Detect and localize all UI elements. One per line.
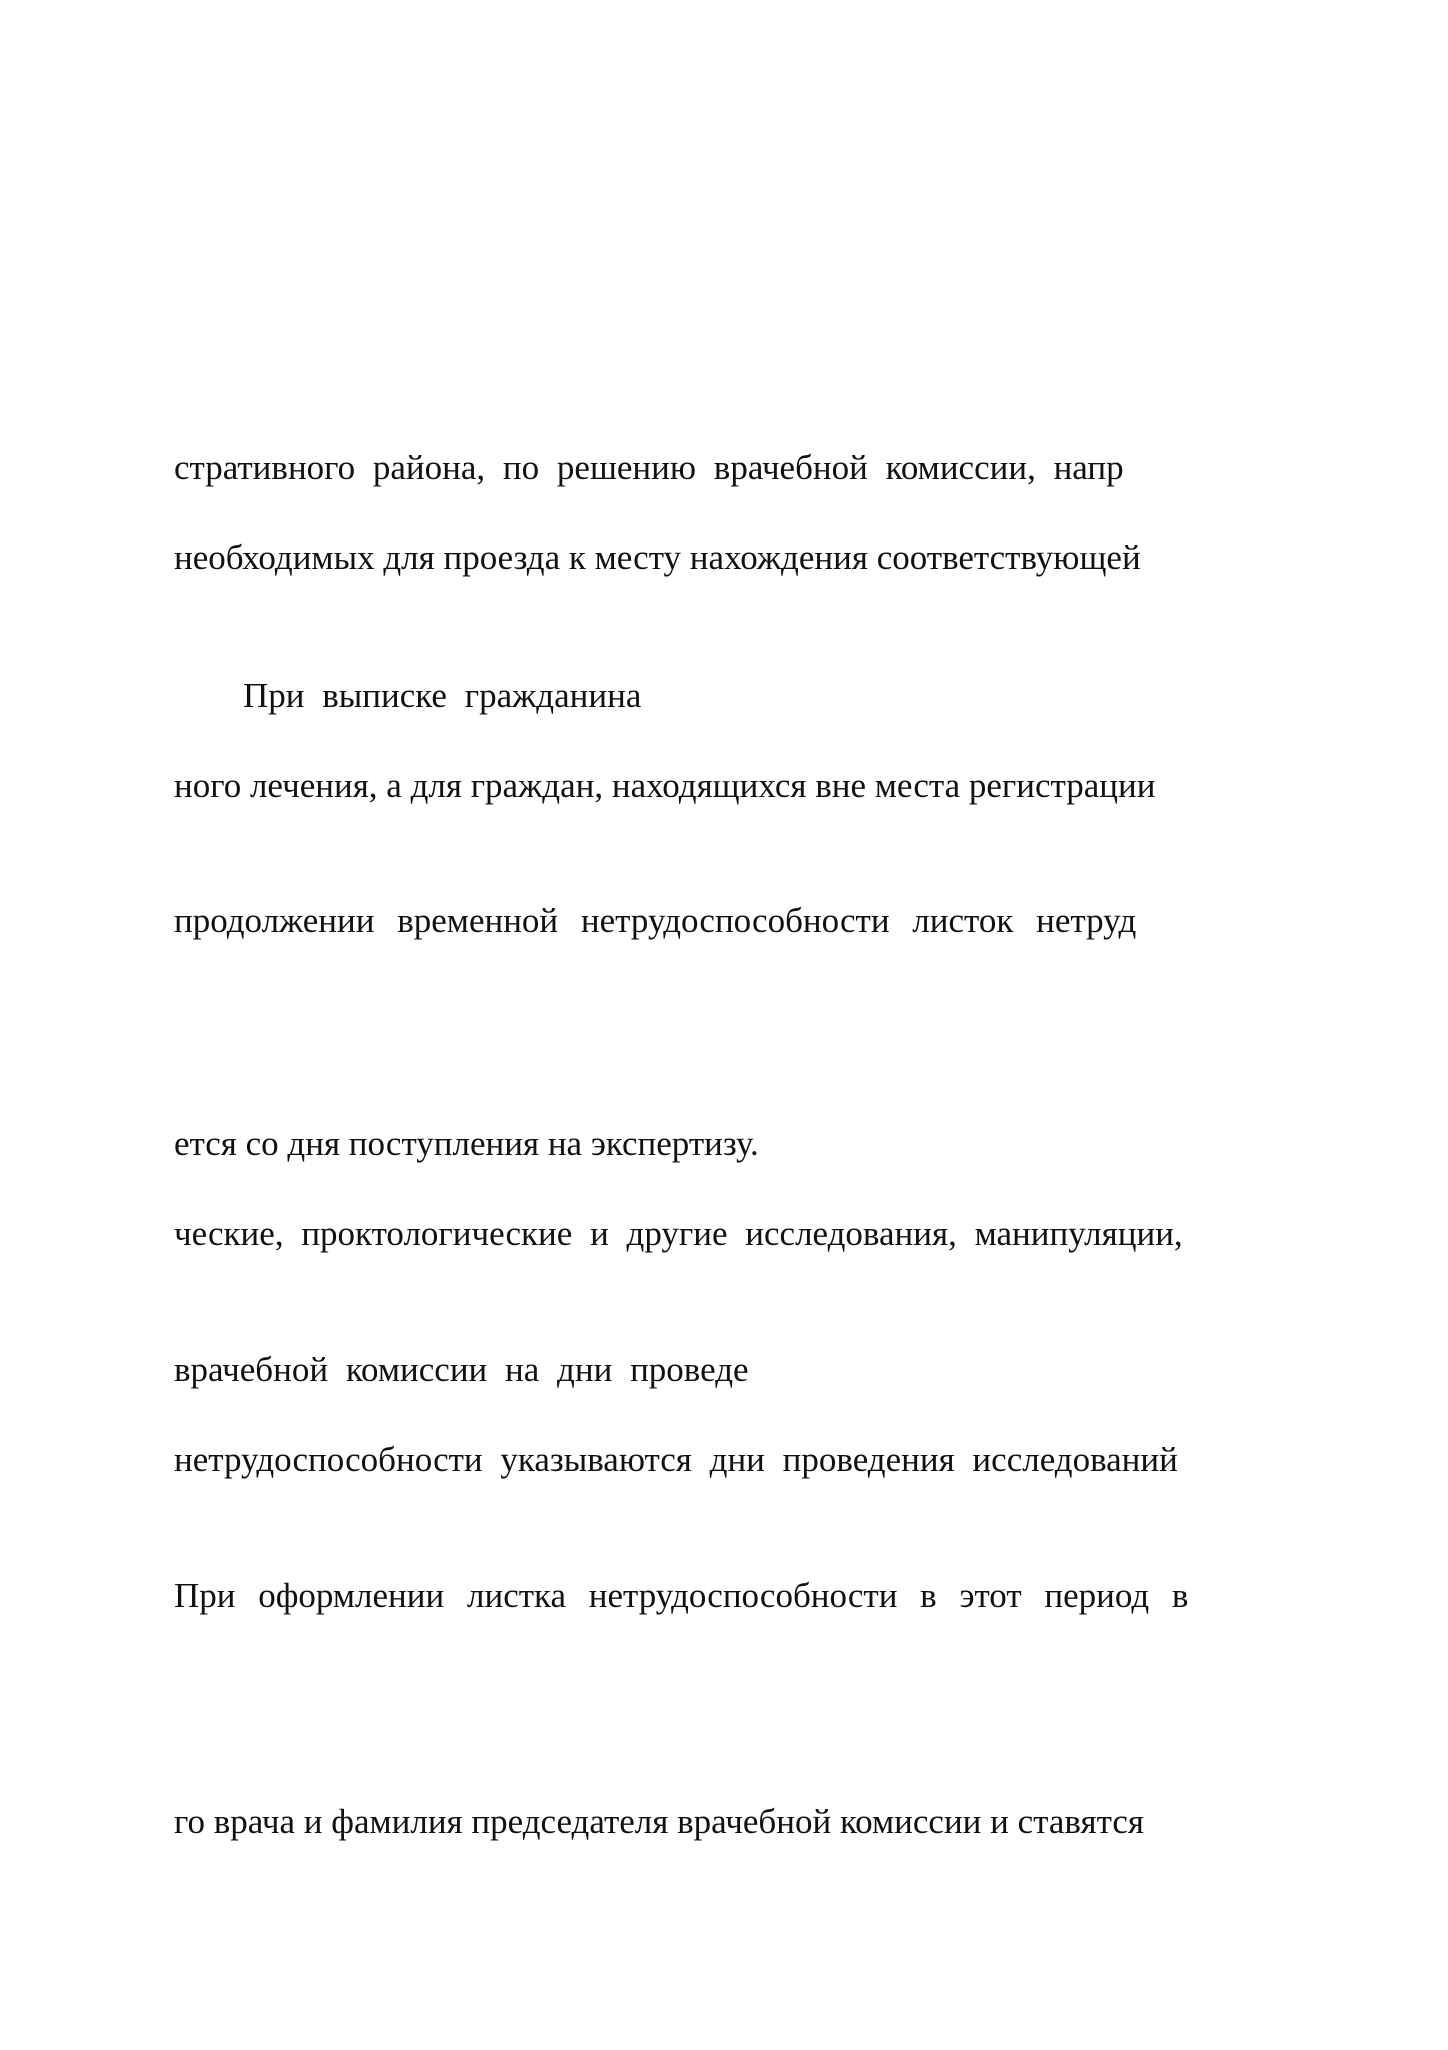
text-line: нетрудоспособности указываются дни проведения исследований — [174, 1440, 1178, 1479]
text-line: врачебной комиссии на дни проведе — [174, 1350, 749, 1389]
text-line: продолжении временной нетрудоспособности листок нетруд — [174, 901, 1137, 940]
text-line: ется со дня поступления на экспертизу. — [174, 1124, 759, 1163]
text-line: ческие, проктологические и другие исследования, манипуляции, — [174, 1214, 1183, 1253]
text-line: ного лечения, а для граждан, находящихся вне места регистрации — [174, 766, 1156, 805]
text-line: При выписке гражданина — [243, 676, 642, 715]
text-line: необходимых для проезда к месту нахождения соответствующей — [174, 538, 1141, 577]
text-line: При оформлении листка нетрудоспособности в этот период в — [174, 1576, 1189, 1615]
text-line: стративного района, по решению врачебной комиссии, напр — [174, 448, 1124, 487]
text-line: го врача и фамилия председателя врачебной комиссии и ставятся — [174, 1802, 1144, 1841]
